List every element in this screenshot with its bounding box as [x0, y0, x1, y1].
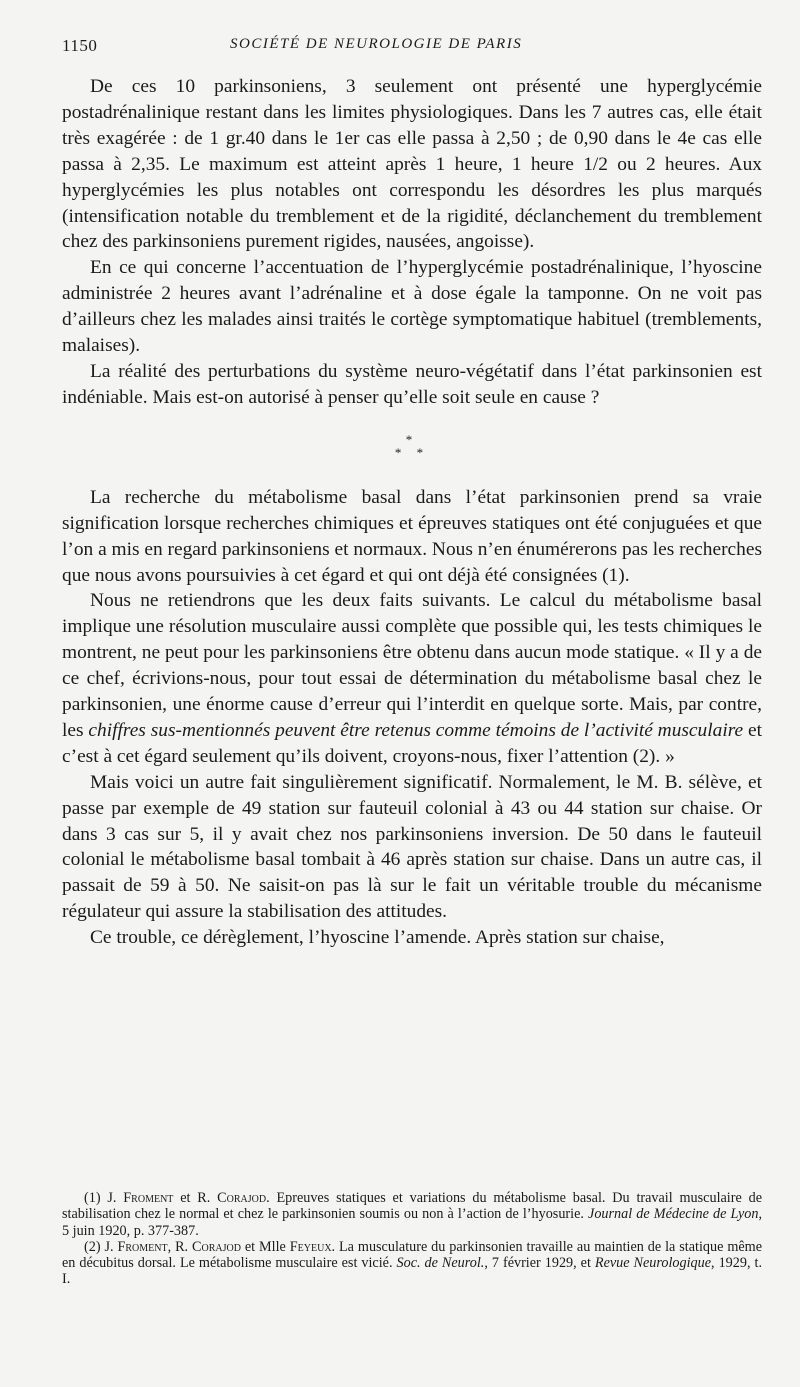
footnote-2-text-e: , 7 février 1929, et	[484, 1255, 595, 1272]
paragraph-3: La réalité des perturbations du système neuro-végétatif dans l’état parkinsonien est indéniable. Mais est-on autorisé à penser qu’elle soit seule en cause ?	[62, 360, 762, 408]
section-separator	[62, 433, 762, 459]
footnote-1-journal: Journal de Médecine de Lyon	[588, 1206, 759, 1223]
page-header	[62, 36, 770, 62]
footnote-2-journal-2: Revue Neurologique	[594, 1255, 712, 1272]
running-title: SOCIÉTÉ DE NEUROLOGIE DE PARIS	[230, 36, 523, 52]
paragraph-1: De ces 10 parkinsoniens, 3 seulement ont présenté une hyperglycémie postadrénalinique restant dans les limites physiologiques. Dans les 7 autres cas, elle était très exagérée : de 1 gr.40 dans le 1er cas elle passa à 2,50 ; de 0,90 dans le 4e cas elle passa à 2,35. Le maximum est atteint après 1 heure, 1 heure 1/2 ou 2 heures. Aux hyperglycémies les plus notables ont correspondu les désordres les plus marqués (intensification notable du tremblement et de la rigidité, déclanchement du tremblement chez des parkinsoniens purement rigides, nausées, angoisse).	[62, 76, 762, 253]
footnotes	[62, 1190, 762, 1288]
paragraph-2: En ce qui concerne l’accentuation de l’hyperglycémie postadrénalinique, l’hyoscine administrée 2 heures avant l’adrénaline et à dose égale la tamponne. On ne voit pas d’ailleurs chez les malades ainsi traités le cortège symptomatique habituel (tremblements, malaises).	[62, 257, 762, 357]
footnote-1	[62, 1190, 762, 1239]
body-text	[62, 74, 762, 951]
paragraph-5-text-b: et c’est à cet égard seulement qu’ils doivent, croyons-nous, fixer l’attention (2). »	[62, 719, 762, 767]
footnote-1-num: (1) J.	[84, 1190, 124, 1206]
footnote-2-text-f: , 1929, t. I.	[62, 1255, 762, 1288]
separator-star-top: *	[405, 431, 419, 447]
footnote-2-author-1: Froment	[117, 1238, 168, 1255]
paragraph-5-text-a: Nous ne retiendrons que les deux faits suivants. Le calcul du métabolisme basal implique une résolution musculaire aussi complète que possible qui, les tests chimiques le montrent, ne peut pour les parkinsoniens être obtenu dans aucun mode statique. « Il y a de ce chef, écrivions-nous, pour tout essai de détermination du métabolisme basal chez le parkinsonien, une énorme cause d’erreur qui l’interdit en quelque sorte. Mais, par contre, les	[62, 590, 762, 741]
footnote-2-journal-1: Soc. de Neurol.	[396, 1255, 485, 1272]
paragraph-4: La recherche du métabolisme basal dans l’état parkinsonien prend sa vraie signification lorsque recherches chimiques et épreuves statiques ont été conjuguées et que l’on a mis en regard parkinsoniens et normaux. Nous n’en énumérerons pas les recherches que nous avons poursuivies à cet égard et qui ont déjà été consignées (1).	[62, 486, 762, 586]
footnote-2-author-2: Corajod	[192, 1238, 241, 1255]
footnote-2-text-c: et Mlle	[240, 1238, 290, 1255]
footnote-1-author-2: Corajod	[217, 1190, 267, 1206]
paragraph-5	[62, 588, 762, 769]
footnote-2-text-b: , R.	[167, 1238, 193, 1255]
footnote-1-text-d: , 5 juin 1920, p. 377-387.	[62, 1206, 762, 1239]
page-number: 1150	[62, 36, 98, 55]
footnote-2-text-d: . La musculature du parkinsonien travaille au maintien de la statique même en décubitus dorsal. Le métabolisme musculaire est vicié.	[62, 1238, 762, 1272]
footnote-1-author-1: Froment	[123, 1190, 174, 1206]
footnote-2-author-3: Feyeux	[289, 1238, 332, 1255]
footnote-1-text-b: et R.	[173, 1190, 218, 1206]
paragraph-6: Mais voici un autre fait singulièrement significatif. Normalement, le M. B. sélève, et passe par exemple de 49 station sur fauteuil colonial à 43 ou 44 station sur chaise. Or dans 3 cas sur 5, il y avait chez nos parkinsoniens inversion. De 50 dans le fauteuil colonial le métabolisme basal tombait à 46 après station sur chaise. Dans un autre cas, il passait de 59 à 50. Ne saisit-on pas là sur le fait un véritable trouble du mécanisme régulateur qui assure la stabilisation des attitudes.	[62, 771, 762, 923]
footnote-2-num: (2) J.	[84, 1238, 118, 1255]
footnote-2	[62, 1239, 762, 1288]
paragraph-5-italic: chiffres sus-mentionnés peuvent être retenus comme témoins de l’activité musculaire	[88, 719, 744, 741]
footnote-1-text-c: . Epreuves statiques et variations du métabolisme basal. Du travail musculaire de stabilisation chez le normal et chez le parkinsonien soumis ou non à l’action de l’hyosurie.	[62, 1190, 762, 1223]
separator-stars-bottom: * *	[394, 444, 430, 460]
paragraph-7: Ce trouble, ce dérèglement, l’hyoscine l’amende. Après station sur chaise,	[90, 927, 665, 949]
